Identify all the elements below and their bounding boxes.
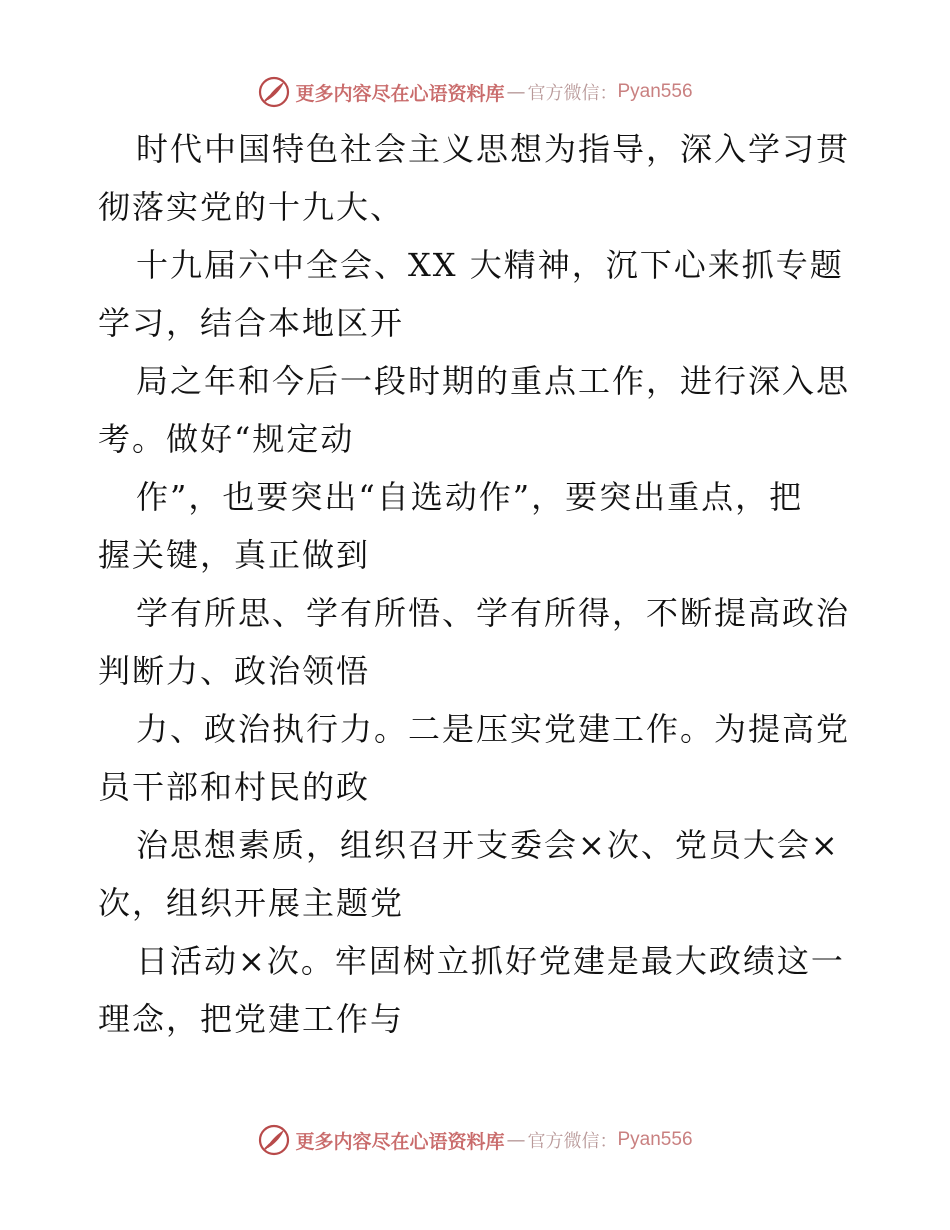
footer-wechat-id: Pyan556 bbox=[617, 1129, 693, 1150]
text-line: 局之年和今后一段时期的重点工作，进行深入思 bbox=[136, 362, 851, 400]
text-line: 治思想素质，组织召开支委会×次、党员大会× bbox=[136, 826, 840, 864]
text-line: 十九届六中全会、XX 大精神，沉下心来抓专题 bbox=[136, 246, 844, 284]
header-separator: — bbox=[506, 81, 526, 103]
quill-pen-logo-icon bbox=[257, 75, 291, 109]
text-line: 学有所思、学有所悟、学有所得，不断提高政治 bbox=[136, 594, 851, 632]
footer-wechat-label: 官方微信： bbox=[527, 1131, 618, 1152]
text-line: 作”，也要突出“自选动作”，要突出重点，把 bbox=[136, 478, 804, 516]
text-line: 彻落实党的十九大、 bbox=[98, 188, 405, 226]
header-banner bbox=[0, 72, 950, 112]
footer-separator: — bbox=[506, 1129, 526, 1151]
text-line: 考。做好“规定动 bbox=[98, 420, 355, 458]
text-line: 力、政治执行力。二是压实党建工作。为提高党 bbox=[136, 710, 851, 748]
quill-pen-logo-icon bbox=[257, 1123, 291, 1157]
text-line: 学习，结合本地区开 bbox=[98, 304, 405, 342]
footer-site-text: 更多内容尽在心语资料库 bbox=[295, 1130, 505, 1153]
header-wechat-id: Pyan556 bbox=[617, 81, 693, 102]
text-line: 次，组织开展主题党 bbox=[98, 884, 405, 922]
header-wechat-label: 官方微信： bbox=[527, 83, 618, 104]
document-body bbox=[98, 120, 858, 1048]
header-site-text: 更多内容尽在心语资料库 bbox=[295, 82, 505, 105]
text-line: 时代中国特色社会主义思想为指导，深入学习贯 bbox=[136, 130, 851, 168]
text-line: 判断力、政治领悟 bbox=[98, 652, 371, 690]
text-line: 理念，把党建工作与 bbox=[98, 1000, 405, 1038]
footer-banner bbox=[0, 1120, 950, 1160]
text-line: 员干部和村民的政 bbox=[98, 768, 371, 806]
text-line: 握关键，真正做到 bbox=[98, 536, 371, 574]
text-line: 日活动×次。牢固树立抓好党建是最大政绩这一 bbox=[136, 942, 845, 980]
